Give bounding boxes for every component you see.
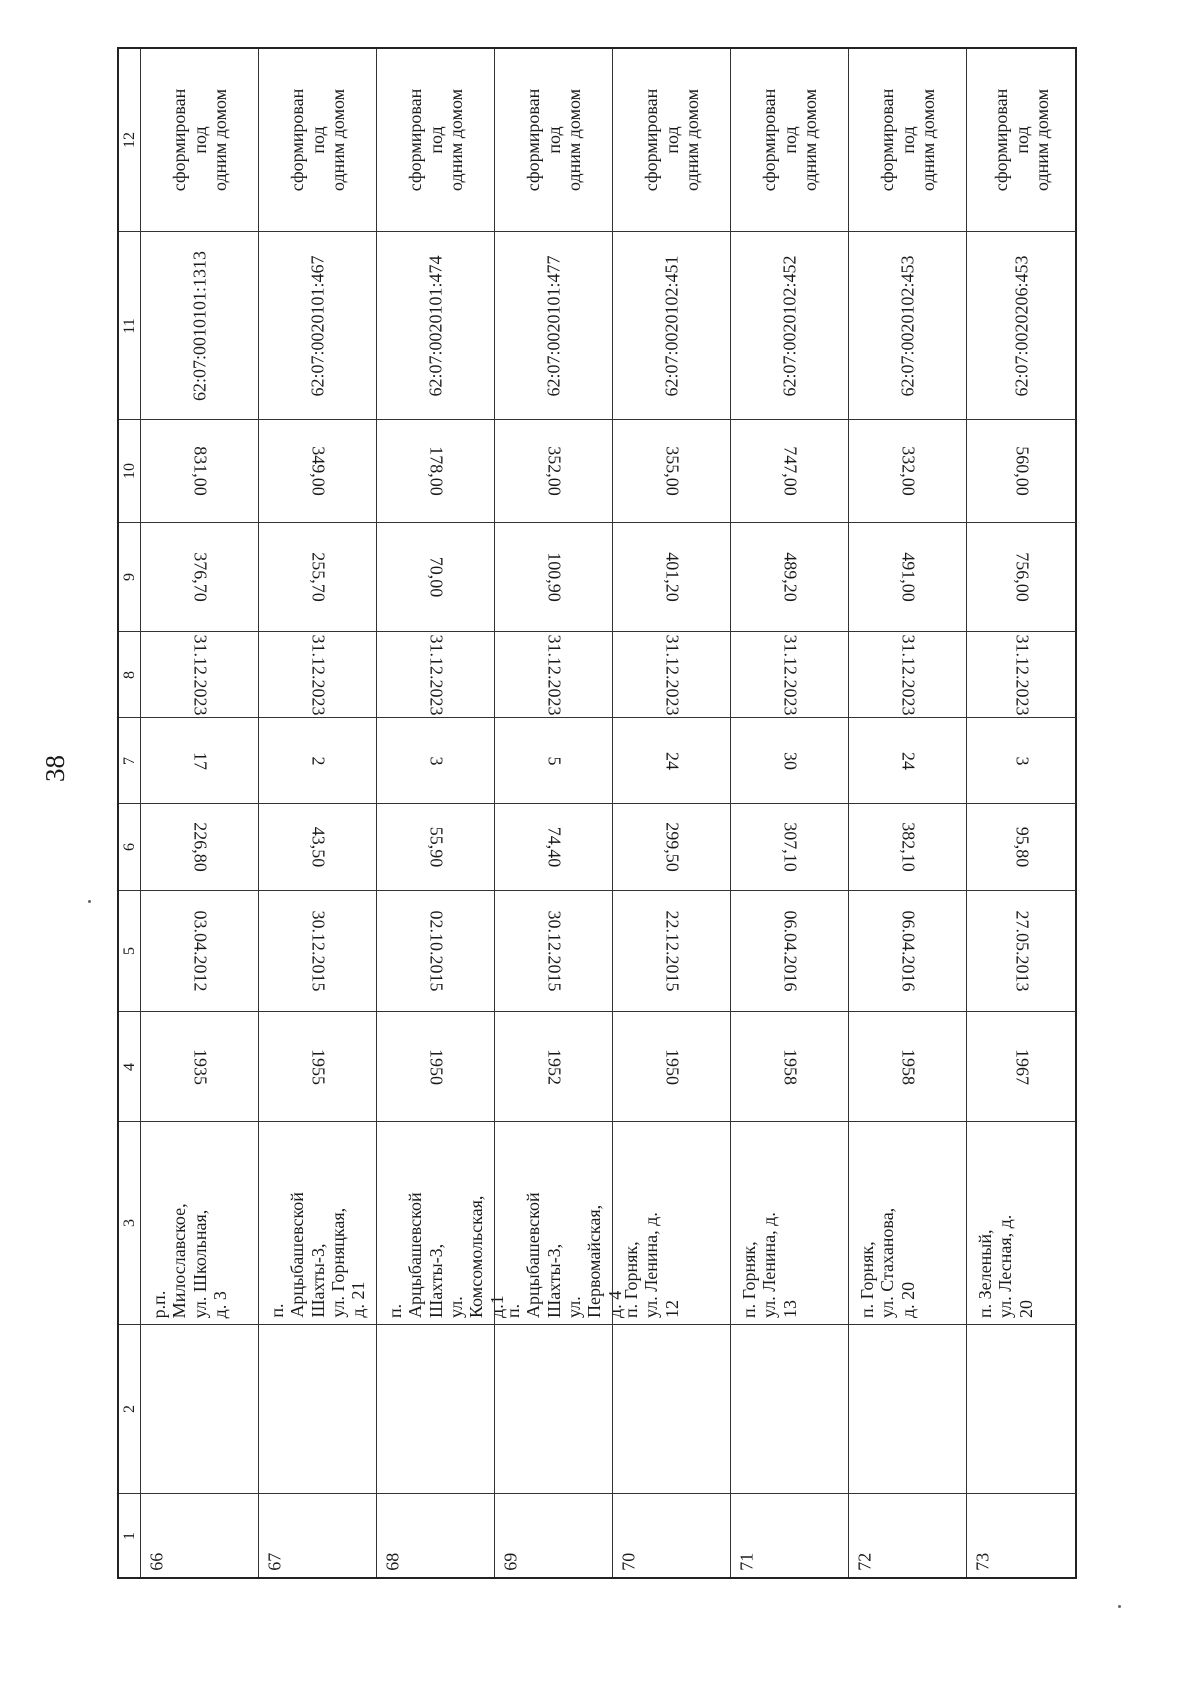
table-cell: [613, 1494, 731, 1577]
table-cell: [731, 632, 849, 718]
table-cell: [967, 1325, 1076, 1494]
cell-date: 30.12.2015: [308, 910, 329, 992]
cell-num: 66: [146, 1553, 167, 1571]
cell-count: 17: [190, 751, 211, 770]
registry-table: [117, 47, 1077, 1579]
table-cell: [377, 1122, 507, 1325]
cell-address: п. Арцыбашевской Шахты-3, ул. Горняцкая, д. 21: [267, 1192, 369, 1318]
table-cell: [849, 1122, 967, 1325]
table-cell: [141, 420, 259, 523]
table-cell: [731, 1325, 849, 1494]
cell-num: 69: [500, 1553, 521, 1571]
column-number: 5: [120, 947, 138, 955]
table-cell: [849, 1494, 967, 1577]
cell-cadastral: 62:07:0020102:451: [661, 254, 682, 397]
cell-date: 02.10.2015: [426, 910, 447, 992]
table-cell: [731, 1122, 849, 1325]
cell-deadline: 31.12.2023: [308, 634, 329, 715]
table-cell: [377, 891, 495, 1012]
page-number: 38: [40, 755, 70, 782]
table-cell: [849, 1012, 967, 1122]
cell-deadline: 31.12.2023: [426, 634, 447, 715]
cell-year: 1950: [426, 1048, 447, 1085]
table-cell: [849, 891, 967, 1012]
table-row: [966, 49, 1076, 1577]
table-cell: [259, 891, 377, 1012]
cell-date: 27.05.2013: [1012, 910, 1032, 992]
table-cell: [495, 523, 613, 632]
table-cell: [377, 1012, 495, 1122]
cell-cadastral: 62:07:0010101:1313: [189, 250, 210, 401]
table-cell: [731, 232, 849, 420]
cell-deadline: 31.12.2023: [190, 634, 211, 715]
column-number: 8: [120, 670, 138, 679]
column-number-cell: [119, 523, 140, 632]
table-cell: [731, 420, 849, 523]
cell-deadline: 31.12.2023: [662, 634, 683, 715]
column-number-cell: [119, 1325, 140, 1494]
cell-area2: 756,00: [1012, 552, 1032, 602]
table-cell: [613, 1325, 731, 1494]
cell-count: 24: [898, 751, 919, 770]
column-number-cell: [119, 1122, 140, 1325]
table-cell: [377, 1494, 495, 1577]
cell-address: п. Арцыбашевской Шахты-3, ул. Комсомольская, д.1: [385, 1192, 507, 1318]
cell-note: сформирован под одним домом: [758, 88, 821, 192]
cell-year: 1952: [544, 1048, 565, 1085]
table-cell: [377, 523, 495, 632]
cell-count: 30: [780, 751, 801, 770]
table-cell: [141, 49, 259, 232]
table-cell: [377, 1325, 495, 1494]
table-cell: [613, 891, 731, 1012]
column-number-cell: [119, 718, 140, 804]
table-cell: [495, 232, 613, 420]
cell-date: 03.04.2012: [190, 910, 211, 992]
cell-note: сформирован под одним домом: [404, 88, 467, 192]
cell-note: сформирован под одним домом: [876, 88, 939, 192]
cell-address: п. Арцыбашевской Шахты-3, ул. Первомайская, д. 4: [503, 1192, 625, 1318]
column-number: 6: [120, 843, 138, 851]
table-cell: [495, 1494, 613, 1577]
column-number-strip: [119, 49, 140, 1577]
cell-note: сформирован под одним домом: [522, 88, 585, 192]
cell-cadastral: 62:07:0020206:453: [1011, 254, 1032, 397]
table-cell: [613, 804, 731, 891]
table-cell: [613, 49, 731, 232]
table-cell: [259, 804, 377, 891]
column-number: 4: [120, 1062, 138, 1071]
table-row: [730, 49, 849, 1577]
cell-area-total: 382,10: [898, 822, 919, 872]
cell-year: 1958: [898, 1048, 919, 1085]
table-cell: [495, 1325, 613, 1494]
cell-area2: 376,70: [190, 552, 211, 602]
table-cell: [613, 232, 731, 420]
table-cell: [141, 891, 259, 1012]
table-cell: [967, 891, 1076, 1012]
cell-note: сформирован под одним домом: [640, 88, 703, 192]
table-cell: [849, 632, 967, 718]
table-cell: [259, 1122, 377, 1325]
table-cell: [259, 1012, 377, 1122]
column-number: 10: [120, 463, 138, 479]
table-cell: [377, 232, 495, 420]
column-number-cell: [119, 632, 140, 718]
column-number-cell: [119, 1494, 140, 1577]
table-cell: [731, 891, 849, 1012]
table-cell: [613, 632, 731, 718]
table-cell: [141, 804, 259, 891]
table-cell: [495, 718, 613, 804]
cell-address: п. Горняк, ул. Стаханова, д. 20: [857, 1207, 918, 1318]
cell-area-total: 55,90: [426, 826, 447, 868]
table-cell: [849, 49, 967, 232]
table-cell: [259, 718, 377, 804]
table-cell: [141, 632, 259, 718]
table-cell: [967, 1122, 1076, 1325]
cell-year: 1935: [190, 1048, 211, 1085]
table-cell: [967, 718, 1076, 804]
table-cell: [967, 49, 1076, 232]
table-cell: [377, 804, 495, 891]
cell-num: 73: [972, 1553, 993, 1571]
cell-area2: 70,00: [426, 556, 447, 598]
cell-area2: 100,90: [544, 552, 565, 602]
table-cell: [259, 232, 377, 420]
table-cell: [141, 523, 259, 632]
column-number-cell: [119, 420, 140, 523]
cell-cadastral: 62:07:0020102:453: [897, 254, 918, 397]
cell-note: сформирован под одним домом: [168, 88, 231, 192]
cell-date: 06.04.2016: [780, 910, 801, 992]
table-cell: [967, 804, 1076, 891]
table-cell: [141, 1494, 259, 1577]
cell-deadline: 31.12.2023: [898, 634, 919, 715]
table-cell: [495, 420, 613, 523]
cell-area3: 332,00: [898, 446, 919, 496]
cell-area2: 401,20: [662, 552, 683, 602]
cell-count: 3: [426, 756, 447, 765]
cell-year: 1955: [308, 1048, 329, 1085]
cell-area3: 747,00: [780, 446, 801, 496]
cell-area-total: 299,50: [662, 822, 683, 872]
table-cell: [613, 523, 731, 632]
table-cell: [141, 1325, 259, 1494]
cell-area2: 255,70: [308, 552, 329, 602]
table-cell: [731, 1494, 849, 1577]
column-number-cell: [119, 232, 140, 420]
cell-area-total: 74,40: [544, 826, 565, 868]
table-row: [258, 49, 377, 1577]
table-cell: [613, 1012, 731, 1122]
cell-area2: 489,20: [780, 552, 801, 602]
cell-count: 2: [308, 756, 329, 765]
cell-cadastral: 62:07:0020102:452: [779, 254, 800, 397]
table-row: [140, 49, 259, 1577]
scan-speck: [88, 900, 91, 903]
cell-date: 30.12.2015: [544, 910, 565, 992]
cell-address: р.п. Милославское, ул. Школьная, д. 3: [149, 1203, 230, 1318]
table-cell: [731, 718, 849, 804]
table-cell: [731, 49, 849, 232]
table-cell: [141, 718, 259, 804]
table-row: [612, 49, 731, 1577]
table-cell: [259, 1494, 377, 1577]
table-cell: [967, 632, 1076, 718]
cell-cadastral: 62:07:0020101:477: [543, 254, 564, 397]
column-number: 7: [120, 756, 138, 765]
column-number: 11: [120, 317, 138, 334]
cell-area-total: 307,10: [780, 822, 801, 872]
cell-area2: 491,00: [898, 552, 919, 602]
column-number: 12: [120, 132, 138, 148]
cell-area3: 178,00: [426, 446, 447, 496]
table-row: [376, 49, 507, 1577]
cell-note: сформирован под одним домом: [286, 88, 349, 192]
cell-num: 72: [854, 1553, 875, 1571]
table-cell: [259, 632, 377, 718]
cell-address: п. Горняк, ул. Ленина, д. 12: [621, 1212, 682, 1318]
column-number: 2: [120, 1405, 138, 1413]
cell-area-total: 43,50: [308, 826, 329, 868]
column-number: 1: [120, 1531, 138, 1540]
column-number-cell: [119, 804, 140, 891]
cell-year: 1967: [1012, 1048, 1032, 1085]
column-number: 9: [120, 573, 138, 581]
table-cell: [259, 1325, 377, 1494]
table-cell: [495, 804, 613, 891]
column-number: 3: [120, 1219, 138, 1227]
table-cell: [259, 523, 377, 632]
table-cell: [495, 1122, 625, 1325]
table-cell: [613, 420, 731, 523]
cell-address: п. Зеленый, ул. Лесная, д. 20: [975, 1214, 1036, 1318]
cell-cadastral: 62:07:0020101:467: [307, 254, 328, 397]
cell-num: 71: [736, 1553, 757, 1571]
table-cell: [849, 420, 967, 523]
table-cell: [849, 232, 967, 420]
table-cell: [613, 1122, 731, 1325]
table-cell: [849, 523, 967, 632]
cell-cadastral: 62:07:0020101:474: [425, 254, 446, 397]
cell-date: 06.04.2016: [898, 910, 919, 992]
cell-num: 67: [264, 1553, 285, 1571]
cell-year: 1958: [780, 1048, 801, 1085]
cell-num: 68: [382, 1553, 403, 1571]
cell-deadline: 31.12.2023: [780, 634, 801, 715]
table-cell: [495, 632, 613, 718]
cell-area3: 355,00: [662, 446, 683, 496]
table-row: [494, 49, 625, 1577]
cell-area3: 349,00: [308, 446, 329, 496]
cell-address: п. Горняк, ул. Ленина, д. 13: [739, 1212, 800, 1318]
table-cell: [495, 1012, 613, 1122]
table-cell: [495, 891, 613, 1012]
cell-count: 24: [662, 751, 683, 770]
cell-date: 22.12.2015: [662, 910, 683, 992]
cell-count: 3: [1012, 756, 1032, 765]
table-cell: [967, 420, 1076, 523]
table-cell: [495, 49, 613, 232]
table-cell: [849, 804, 967, 891]
cell-area3: 831,00: [190, 446, 211, 496]
table-cell: [259, 49, 377, 232]
cell-deadline: 31.12.2023: [1012, 634, 1032, 715]
table-cell: [141, 1122, 259, 1325]
table-cell: [967, 232, 1076, 420]
cell-note: сформирован под одним домом: [990, 88, 1052, 192]
column-number-cell: [119, 49, 140, 232]
scan-speck: [1118, 1605, 1121, 1608]
cell-year: 1950: [662, 1048, 683, 1085]
table-row: [848, 49, 967, 1577]
table-cell: [731, 523, 849, 632]
column-number-cell: [119, 891, 140, 1012]
cell-area-total: 226,80: [190, 822, 211, 872]
cell-count: 5: [544, 756, 565, 765]
table-cell: [259, 420, 377, 523]
table-cell: [377, 420, 495, 523]
table-cell: [731, 1012, 849, 1122]
cell-area-total: 95,80: [1012, 826, 1032, 868]
table-cell: [377, 49, 495, 232]
column-number-cell: [119, 1012, 140, 1122]
cell-num: 70: [618, 1553, 639, 1571]
cell-area3: 560,00: [1012, 446, 1032, 496]
table-cell: [377, 718, 495, 804]
table-cell: [377, 632, 495, 718]
cell-area3: 352,00: [544, 446, 565, 496]
cell-deadline: 31.12.2023: [544, 634, 565, 715]
table-cell: [849, 1325, 967, 1494]
table-cell: [613, 718, 731, 804]
table-cell: [141, 1012, 259, 1122]
table-cell: [849, 718, 967, 804]
table-cell: [967, 523, 1076, 632]
table-cell: [141, 232, 259, 420]
table-cell: [967, 1012, 1076, 1122]
table-cell: [731, 804, 849, 891]
table-cell: [967, 1494, 1076, 1577]
